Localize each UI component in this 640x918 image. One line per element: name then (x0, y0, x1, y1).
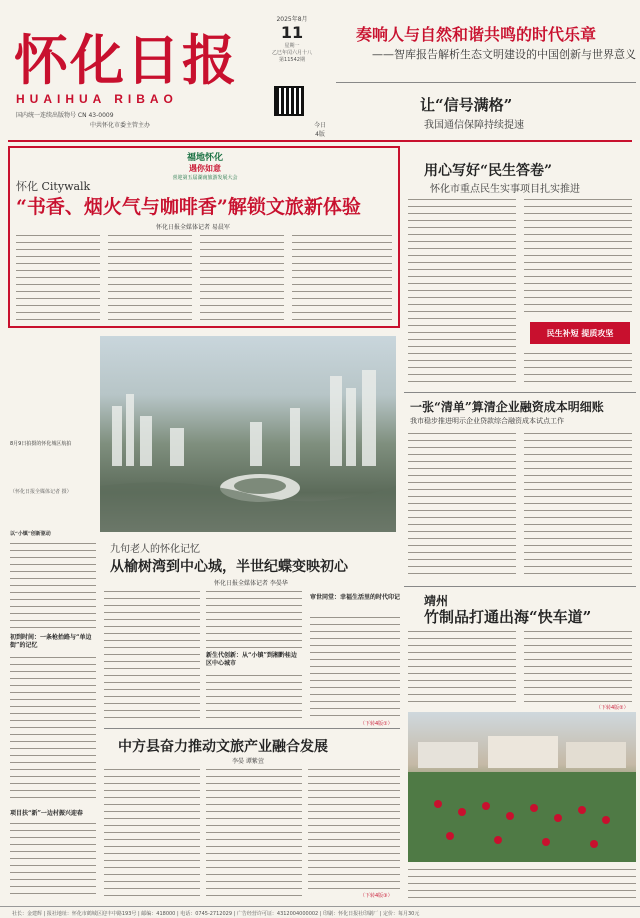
top-subline: ——智库报告解析生态文明建设的中国创新与世界意义 (372, 48, 636, 61)
left-head-1: 以“小镇”创新驱动 (10, 531, 51, 537)
memory-text-col (310, 614, 400, 718)
left-text-col (10, 540, 96, 630)
city-photo (100, 336, 396, 532)
date-issue: 第11542期 (279, 57, 305, 63)
memory-byline: 怀化日报全媒体记者 李晏华 (214, 580, 288, 587)
memory-text-col (104, 588, 200, 718)
pages-count: 4版 (315, 131, 325, 138)
photo-credit: （怀化日报全媒体记者 摄） (10, 489, 72, 495)
pages-label: 今日 (313, 122, 326, 129)
masthead-cn-number: 国内统一连续出版物号 CN 43-0009 (16, 112, 114, 119)
qr-code-icon (274, 86, 304, 116)
jingzhou-more: （下转4版②） (596, 705, 629, 711)
left-head-3: 项目扶“新”一边村振兴迎春 (10, 810, 83, 817)
memory-text-col (206, 672, 302, 718)
finance-headline: 一张“清单”算清企业融资成本明细账 (410, 400, 604, 414)
left-head-2: 初到时间：一条枪抬路与“单边街”的记忆 (10, 634, 92, 649)
badge-mid: 遇你如意 (189, 163, 221, 173)
signal-sub: 我国通信保障持续提速 (424, 120, 524, 131)
memory-headline: 从榆树湾到中心城，半世纪蝶变映初心 (110, 559, 348, 575)
badge-bottom: 喜迎第五届湖南旅游发展大会 (172, 175, 238, 181)
jump-label-a: （下转4版①） (360, 721, 393, 727)
top-headline: 奏响人与自然和谐共鸣的时代乐章 (356, 25, 597, 44)
people-badge: 民生补短 提质攻坚 (530, 322, 630, 344)
jingzhou-place: 靖州 (424, 594, 449, 608)
date-box (268, 14, 316, 63)
school-photo (408, 712, 636, 862)
mid-sub-head-2: 审世同堂：幸福生活里的时代印记 (310, 594, 401, 601)
school-caption (408, 866, 636, 902)
feature-text-col (16, 232, 100, 322)
finance-text-col (408, 430, 516, 580)
photo-caption: 8月9日拍摄的怀化城区航拍 (10, 441, 72, 447)
zhongfang-text-col (104, 766, 200, 900)
people-headline: 用心写好“民生答卷” (424, 163, 553, 179)
zhongfang-byline: 李晏 谭紫萱 (232, 758, 264, 765)
date-lunar: 乙巳年闰六月十八 (271, 50, 312, 56)
jingzhou-headline: 竹制品打通出海“快车道” (424, 608, 592, 626)
jingzhou-text-col (408, 628, 516, 702)
people-text-col (524, 350, 632, 386)
people-text-col (408, 196, 516, 386)
zhongfang-text-col (206, 766, 302, 900)
people-text-col (524, 196, 632, 316)
feature-text-col (108, 232, 192, 322)
zhongfang-text-col (308, 766, 400, 890)
badge-top: 福地怀化 (186, 153, 223, 163)
feature-kicker: 怀化 Citywalk (16, 180, 91, 193)
pages-box (310, 120, 330, 138)
people-sub: 怀化市重点民生实事项目扎实推进 (430, 184, 580, 195)
masthead-publisher: 中共怀化市委主管主办 (90, 122, 151, 129)
footer: 社长：金建辉 | 报社地址：怀化市鹤城区迎丰中路193号 | 邮编：418000 | 电话：0745-2712029 | 广告经营许可证：4312004000002 | 印刷：怀化日报社印刷厂 | 定价：每月30元 (0, 906, 640, 918)
date-month: 2025年8月 (276, 16, 308, 23)
finance-text-col (524, 430, 632, 580)
jump-label-b: （下转4版③） (360, 893, 393, 899)
mid-sub-head-1: 新生代创新：从“小镇”到湘黔桂边区中心城市 (206, 652, 297, 667)
left-text-col (10, 654, 96, 804)
feature-text-col (292, 232, 392, 322)
memory-kicker: 九旬老人的怀化记忆 (110, 544, 200, 555)
signal-headline: 让“信号满格” (420, 96, 513, 114)
feature-badge (160, 150, 250, 181)
jingzhou-text-col (524, 628, 632, 702)
date-weekday: 星期一 (284, 43, 300, 49)
finance-sub: 我市稳步推进明示企业贷款综合融资成本试点工作 (410, 417, 564, 425)
masthead-title: 怀化日报 (14, 28, 238, 92)
feature-byline: 怀化日报全媒体记者 易晨军 (156, 224, 230, 231)
left-text-col (10, 820, 96, 900)
feature-text-col (200, 232, 284, 322)
zhongfang-headline: 中方县奋力推动文旅产业融合发展 (118, 739, 328, 755)
date-day: 11 (280, 23, 304, 42)
feature-headline: “书香、烟火气与咖啡香”解锁文旅新体验 (16, 196, 361, 218)
masthead-pinyin: HUAIHUA RIBAO (16, 92, 178, 106)
memory-text-col (206, 588, 302, 648)
